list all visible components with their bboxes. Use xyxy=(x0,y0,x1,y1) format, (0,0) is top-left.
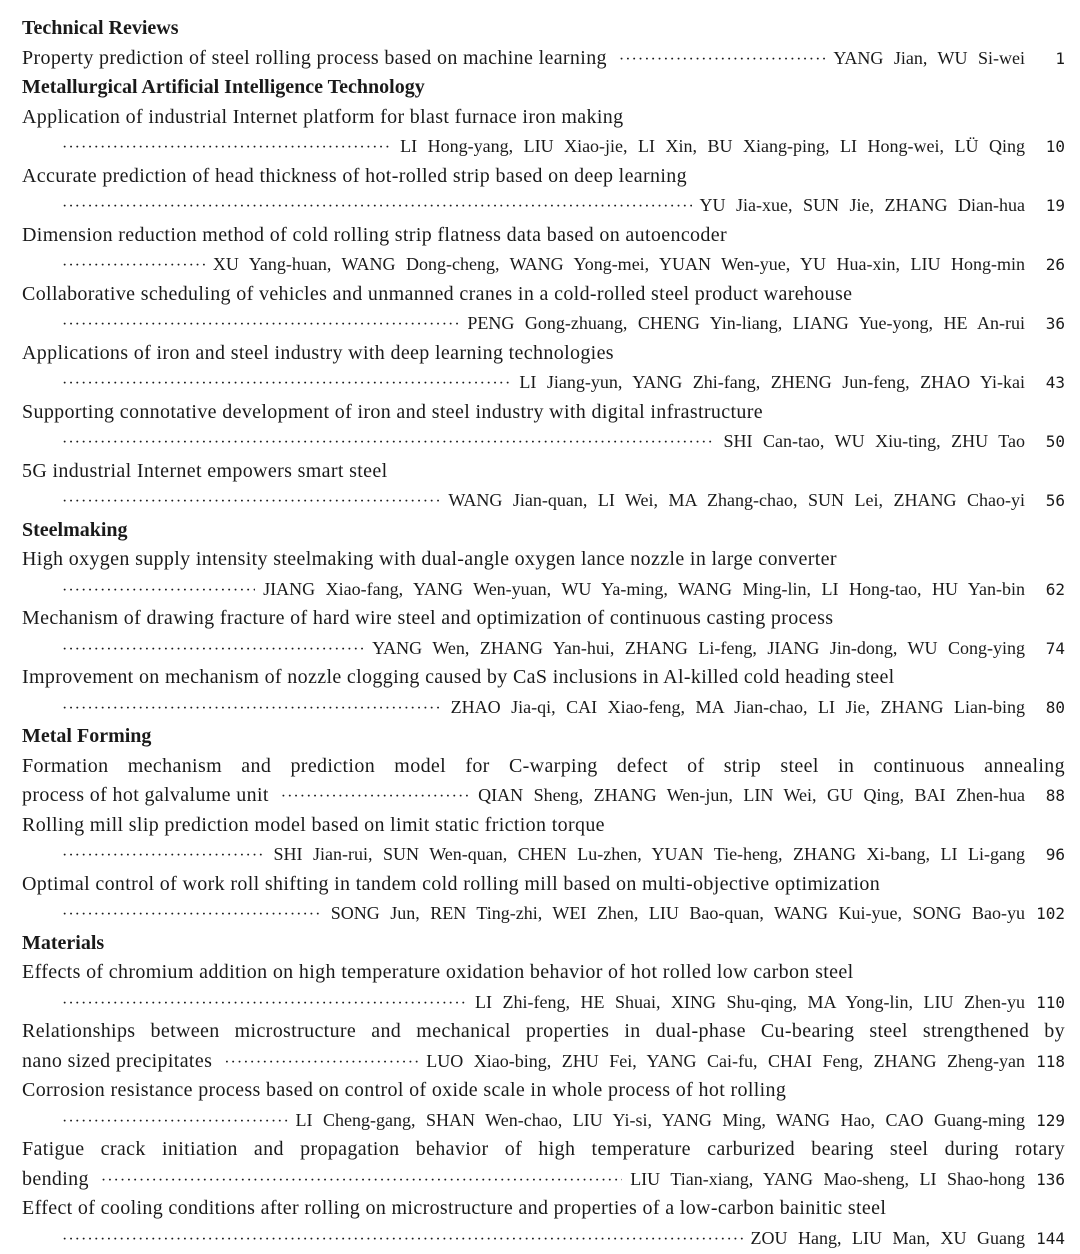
section-heading: Materials xyxy=(22,929,1065,959)
entry-page-number: 50 xyxy=(1025,427,1065,457)
entry-leader-row xyxy=(22,1165,1065,1195)
entry-authors: QIAN Sheng, ZHANG Wen-jun, LIN Wei, GU Qing, BAI Zhen-hua xyxy=(478,781,1025,811)
entry-page-number: 43 xyxy=(1025,368,1065,398)
entry-title: Mechanism of drawing fracture of hard wire steel and optimization of continuous casting process xyxy=(22,604,1065,634)
entry-page-number: 26 xyxy=(1025,250,1065,280)
entry-authors: JIANG Xiao-fang, YANG Wen-yuan, WU Ya-ming, WANG Ming-lin, LI Hong-tao, HU Yan-bin xyxy=(263,575,1025,605)
entry-leader-row xyxy=(22,309,1065,339)
entry-title: Property prediction of steel rolling process based on machine learning xyxy=(22,44,607,74)
entry-authors: LIU Tian-xiang, YANG Mao-sheng, LI Shao-hong xyxy=(630,1165,1025,1195)
entry-authors: PENG Gong-zhuang, CHENG Yin-liang, LIANG Yue-yong, HE An-rui xyxy=(467,309,1025,339)
toc-entry[interactable] xyxy=(22,162,1065,221)
entry-authors: LI Hong-yang, LIU Xiao-jie, LI Xin, BU Xiang-ping, LI Hong-wei, LÜ Qing xyxy=(400,132,1025,162)
entry-authors: LI Jiang-yun, YANG Zhi-fang, ZHENG Jun-feng, ZHAO Yi-kai xyxy=(519,368,1025,398)
dot-leader xyxy=(101,1166,622,1196)
toc-entry[interactable] xyxy=(22,221,1065,280)
entry-title: High oxygen supply intensity steelmaking with dual-angle oxygen lance nozzle in large converter xyxy=(22,545,1065,575)
entry-authors: LI Cheng-gang, SHAN Wen-chao, LIU Yi-si, YANG Ming, WANG Hao, CAO Guang-ming xyxy=(296,1106,1025,1136)
entry-leader-row xyxy=(22,840,1065,870)
toc-entry[interactable] xyxy=(22,1017,1065,1076)
entry-authors: YANG Jian, WU Si-wei xyxy=(833,44,1025,74)
entry-page-number: 80 xyxy=(1025,693,1065,723)
table-of-contents xyxy=(22,14,1065,1253)
toc-entry[interactable] xyxy=(22,44,1065,74)
entry-leader-row xyxy=(22,44,1065,74)
entry-title: Fatigue crack initiation and propagation behavior of high temperature carburized bearing steel during rotary xyxy=(22,1135,1065,1165)
entry-leader-row xyxy=(22,693,1065,723)
toc-entry[interactable] xyxy=(22,604,1065,663)
dot-leader xyxy=(62,989,467,1019)
entry-page-number: 10 xyxy=(1025,132,1065,162)
entry-leader-row xyxy=(22,486,1065,516)
entry-title: Accurate prediction of head thickness of hot-rolled strip based on deep learning xyxy=(22,162,1065,192)
entry-page-number: 118 xyxy=(1025,1047,1065,1077)
entry-page-number: 110 xyxy=(1025,988,1065,1018)
entry-authors: SHI Can-tao, WU Xiu-ting, ZHU Tao xyxy=(723,427,1025,457)
entry-title: Improvement on mechanism of nozzle clogging caused by CaS inclusions in Al-killed cold heading steel xyxy=(22,663,1065,693)
entry-title: Formation mechanism and prediction model for C-warping defect of strip steel in continuous annealing xyxy=(22,752,1065,782)
entry-title-continued: nano sized precipitates xyxy=(22,1047,212,1077)
entry-leader-row xyxy=(22,575,1065,605)
toc-entry[interactable] xyxy=(22,1194,1065,1253)
dot-leader xyxy=(62,369,511,399)
section-heading: Technical Reviews xyxy=(22,14,1065,44)
toc-entry[interactable] xyxy=(22,545,1065,604)
entry-title: Supporting connotative development of iron and steel industry with digital infrastructure xyxy=(22,398,1065,428)
toc-entry[interactable] xyxy=(22,958,1065,1017)
section-heading: Metal Forming xyxy=(22,722,1065,752)
entry-authors: LI Zhi-feng, HE Shuai, XING Shu-qing, MA Yong-lin, LIU Zhen-yu xyxy=(475,988,1025,1018)
entry-leader-row xyxy=(22,250,1065,280)
toc-entry[interactable] xyxy=(22,752,1065,811)
dot-leader xyxy=(62,251,205,281)
dot-leader xyxy=(62,1225,743,1254)
entry-leader-row xyxy=(22,1047,1065,1077)
toc-entry[interactable] xyxy=(22,103,1065,162)
entry-authors: SONG Jun, REN Ting-zhi, WEI Zhen, LIU Bao-quan, WANG Kui-yue, SONG Bao-yu xyxy=(331,899,1025,929)
toc-entry[interactable] xyxy=(22,811,1065,870)
entry-leader-row xyxy=(22,634,1065,664)
entry-leader-row xyxy=(22,1224,1065,1254)
entry-page-number: 1 xyxy=(1025,44,1065,74)
entry-authors: YANG Wen, ZHANG Yan-hui, ZHANG Li-feng, JIANG Jin-dong, WU Cong-ying xyxy=(372,634,1025,664)
entry-authors: LUO Xiao-bing, ZHU Fei, YANG Cai-fu, CHAI Feng, ZHANG Zheng-yan xyxy=(426,1047,1025,1077)
entry-leader-row xyxy=(22,427,1065,457)
toc-entry[interactable] xyxy=(22,870,1065,929)
toc-entry[interactable] xyxy=(22,1076,1065,1135)
entry-authors: SHI Jian-rui, SUN Wen-quan, CHEN Lu-zhen, YUAN Tie-heng, ZHANG Xi-bang, LI Li-gang xyxy=(274,840,1025,870)
entry-leader-row xyxy=(22,132,1065,162)
entry-page-number: 129 xyxy=(1025,1106,1065,1136)
entry-leader-row xyxy=(22,899,1065,929)
dot-leader xyxy=(62,635,364,665)
entry-title: Effects of chromium addition on high temperature oxidation behavior of hot rolled low carbon steel xyxy=(22,958,1065,988)
entry-authors: YU Jia-xue, SUN Jie, ZHANG Dian-hua xyxy=(700,191,1025,221)
entry-page-number: 36 xyxy=(1025,309,1065,339)
dot-leader xyxy=(62,487,440,517)
toc-entry[interactable] xyxy=(22,663,1065,722)
toc-entry[interactable] xyxy=(22,339,1065,398)
entry-title: Effect of cooling conditions after rolling on microstructure and properties of a low-carbon bainitic steel xyxy=(22,1194,1065,1224)
entry-title: Relationships between microstructure and mechanical properties in dual-phase Cu-bearing steel strengthened by xyxy=(22,1017,1065,1047)
dot-leader xyxy=(62,576,255,606)
entry-title: Application of industrial Internet platform for blast furnace iron making xyxy=(22,103,1065,133)
section-heading: Steelmaking xyxy=(22,516,1065,546)
entry-leader-row xyxy=(22,191,1065,221)
toc-entry[interactable] xyxy=(22,457,1065,516)
dot-leader xyxy=(62,1107,288,1137)
dot-leader xyxy=(62,841,266,871)
entry-authors: ZHAO Jia-qi, CAI Xiao-feng, MA Jian-chao, LI Jie, ZHANG Lian-bing xyxy=(451,693,1025,723)
dot-leader xyxy=(62,900,323,930)
entry-title-continued: bending xyxy=(22,1165,89,1195)
entry-title: Rolling mill slip prediction model based on limit static friction torque xyxy=(22,811,1065,841)
entry-leader-row xyxy=(22,368,1065,398)
dot-leader xyxy=(619,45,825,75)
dot-leader xyxy=(62,133,392,163)
entry-page-number: 19 xyxy=(1025,191,1065,221)
dot-leader xyxy=(62,694,443,724)
entry-title: Optimal control of work roll shifting in tandem cold rolling mill based on multi-objective optimization xyxy=(22,870,1065,900)
section-heading: Metallurgical Artificial Intelligence Technology xyxy=(22,73,1065,103)
entry-title: Applications of iron and steel industry with deep learning technologies xyxy=(22,339,1065,369)
entry-title: Collaborative scheduling of vehicles and unmanned cranes in a cold-rolled steel product warehouse xyxy=(22,280,1065,310)
toc-entry[interactable] xyxy=(22,280,1065,339)
entry-page-number: 62 xyxy=(1025,575,1065,605)
entry-page-number: 74 xyxy=(1025,634,1065,664)
entry-leader-row xyxy=(22,1106,1065,1136)
entry-leader-row xyxy=(22,781,1065,811)
dot-leader xyxy=(62,428,715,458)
entry-leader-row xyxy=(22,988,1065,1018)
toc-entry[interactable] xyxy=(22,1135,1065,1194)
entry-page-number: 56 xyxy=(1025,486,1065,516)
entry-title: Dimension reduction method of cold rolling strip flatness data based on autoencoder xyxy=(22,221,1065,251)
entry-authors: ZOU Hang, LIU Man, XU Guang xyxy=(751,1224,1025,1254)
dot-leader xyxy=(62,192,692,222)
entry-title: Corrosion resistance process based on control of oxide scale in whole process of hot rolling xyxy=(22,1076,1065,1106)
toc-entry[interactable] xyxy=(22,398,1065,457)
dot-leader xyxy=(281,782,470,812)
entry-page-number: 96 xyxy=(1025,840,1065,870)
entry-page-number: 88 xyxy=(1025,781,1065,811)
entry-title-continued: process of hot galvalume unit xyxy=(22,781,269,811)
dot-leader xyxy=(62,310,459,340)
entry-authors: XU Yang-huan, WANG Dong-cheng, WANG Yong-mei, YUAN Wen-yue, YU Hua-xin, LIU Hong-min xyxy=(213,250,1025,280)
dot-leader xyxy=(224,1048,418,1078)
entry-authors: WANG Jian-quan, LI Wei, MA Zhang-chao, SUN Lei, ZHANG Chao-yi xyxy=(448,486,1025,516)
entry-page-number: 136 xyxy=(1025,1165,1065,1195)
entry-page-number: 102 xyxy=(1025,899,1065,929)
entry-page-number: 144 xyxy=(1025,1224,1065,1254)
entry-title: 5G industrial Internet empowers smart steel xyxy=(22,457,1065,487)
